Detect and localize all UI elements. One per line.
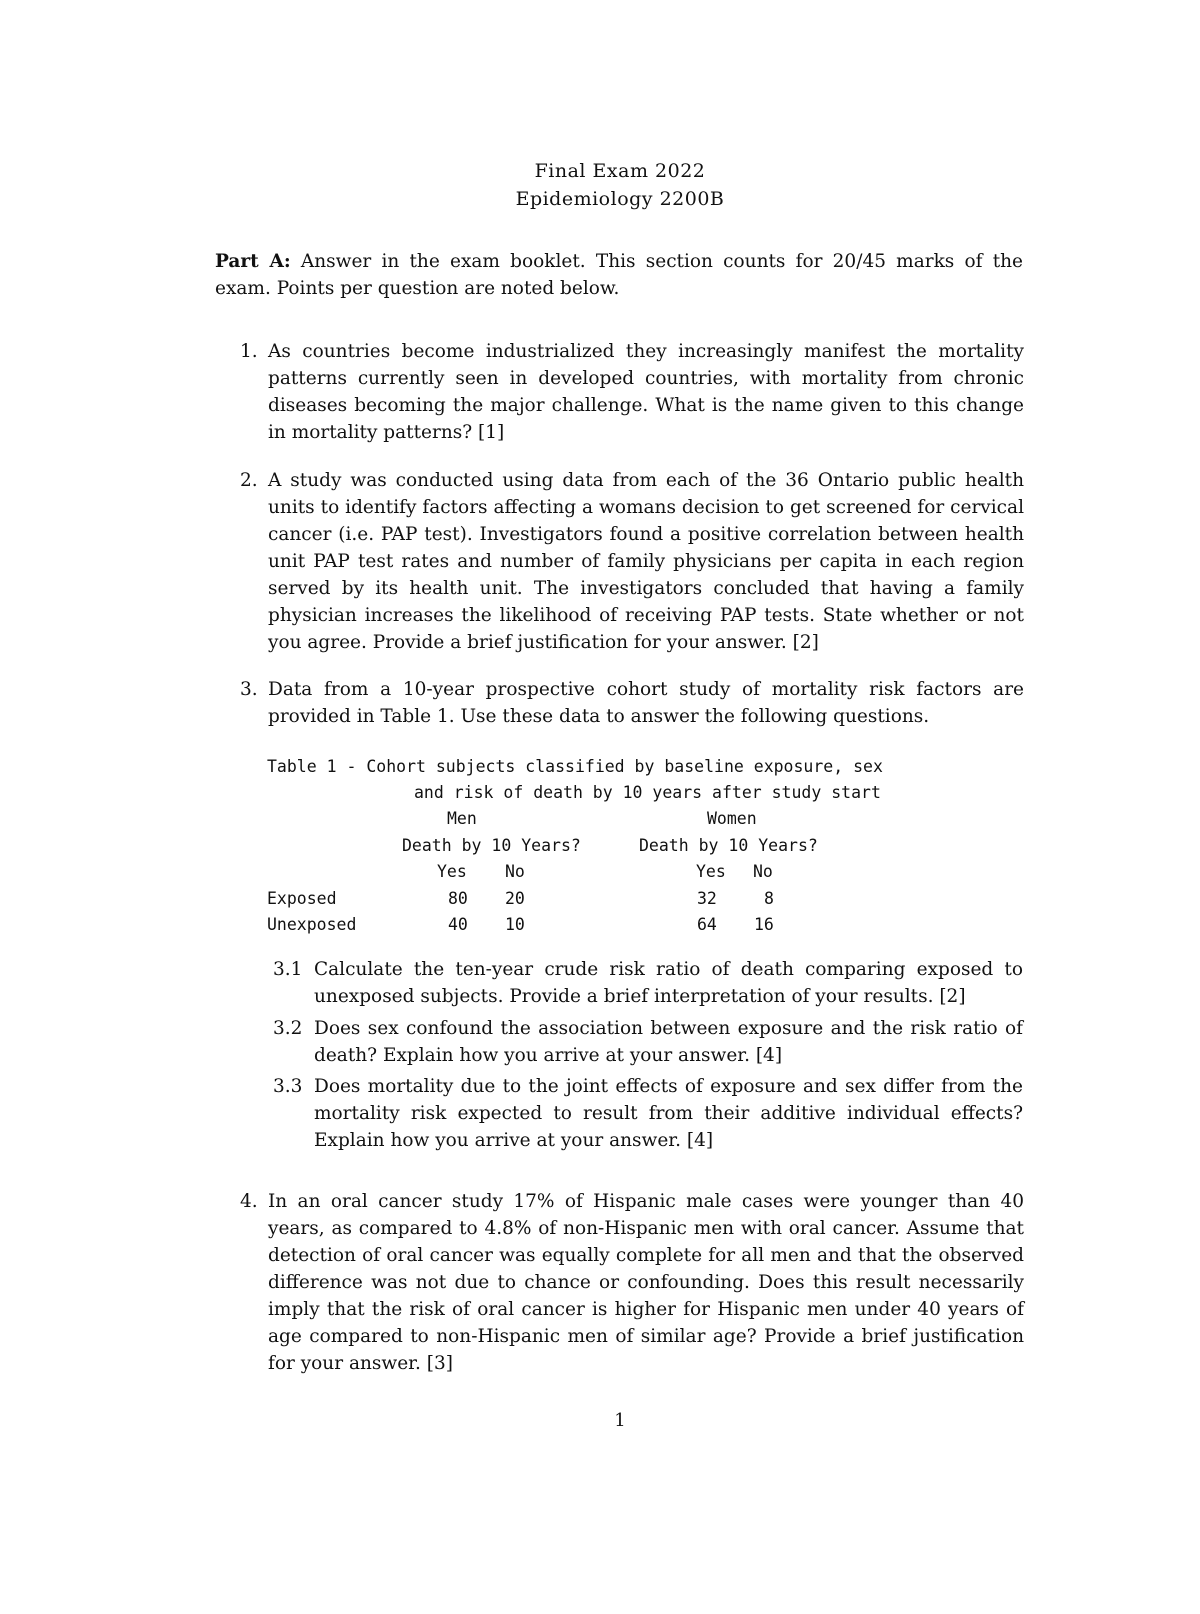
part-a-text: Answer in the exam booklet. This section counts for 20/45 marks of the exam. Points per question are noted below. <box>215 251 1024 299</box>
cell-value: 10 <box>505 915 525 934</box>
part-a-label: Part A: <box>215 251 291 272</box>
row-label-exposed: Exposed <box>267 889 337 908</box>
question-number: 4. <box>240 1191 258 1212</box>
question-number: 3. <box>240 679 258 700</box>
page-number: 1 <box>614 1410 626 1431</box>
cell-value: 16 <box>754 915 774 934</box>
subquestion-text: Does sex confound the association between exposure and the risk ratio of death? Explain how you arrive at your answer. [4] <box>314 1018 1023 1066</box>
col-header-yes: Yes <box>437 862 467 881</box>
cell-value: 64 <box>697 915 717 934</box>
subquestion-number: 3.2 <box>273 1018 303 1039</box>
subquestion-number: 3.3 <box>273 1076 303 1097</box>
question-number: 1. <box>240 341 258 362</box>
subquestion-text: Calculate the ten-year crude risk ratio of death comparing exposed to unexposed subjects. Provide a brief interpretation of your results. [2] <box>314 959 1023 1007</box>
cell-value: 8 <box>764 889 774 908</box>
col-header-no: No <box>753 862 773 881</box>
cell-value: 32 <box>697 889 717 908</box>
part-a-instructions <box>215 248 1023 302</box>
group-header-men: Men <box>447 809 477 828</box>
course-title: Epidemiology 2200B <box>515 188 725 210</box>
question-text: As countries become industrialized they increasingly manifest the mortality patterns currently seen in developed countries, with mortality from chronic diseases becoming the major challenge. What is the name given to this change in mortality patterns? [1] <box>268 341 1024 443</box>
table-caption-continued: and risk of death by 10 years after study start <box>414 783 881 802</box>
question-text: Data from a 10-year prospective cohort study of mortality risk factors are provided in Table 1. Use these data to answer the following questions. <box>268 679 1024 727</box>
subquestion-number: 3.1 <box>273 959 303 980</box>
table-caption: Table 1 - Cohort subjects classified by baseline exposure, sex <box>267 757 883 776</box>
group-header-women: Women <box>707 809 757 828</box>
cell-value: 80 <box>448 889 468 908</box>
cell-value: 40 <box>448 915 468 934</box>
row-label-unexposed: Unexposed <box>267 915 357 934</box>
death-question-women: Death by 10 Years? <box>639 836 818 855</box>
question-text: A study was conducted using data from each of the 36 Ontario public health units to identify factors affecting a womans decision to get screened for cervical cancer (i.e. PAP test). Investigators found a positive correlation between health unit PAP test rates and number of family physicians per capita in each region served by its health unit. The investigators concluded that having a family physician increases the likelihood of receiving PAP tests. State whether or not you agree. Provide a brief justification for your answer. [2] <box>268 470 1024 653</box>
death-question-men: Death by 10 Years? <box>402 836 581 855</box>
cell-value: 20 <box>505 889 525 908</box>
subquestion-text: Does mortality due to the joint effects of exposure and sex differ from the mortality risk expected to result from their additive individual effects? Explain how you arrive at your answer. [4] <box>314 1076 1023 1151</box>
exam-title: Final Exam 2022 <box>534 160 706 182</box>
question-text: In an oral cancer study 17% of Hispanic male cases were younger than 40 years, as compared to 4.8% of non-Hispanic men with oral cancer. Assume that detection of oral cancer was equally complete for all men and that the observed difference was not due to chance or confounding. Does this result necessarily imply that the risk of oral cancer is higher for Hispanic men under 40 years of age compared to non-Hispanic men of similar age? Provide a brief justification for your answer. [3] <box>268 1191 1024 1374</box>
question-number: 2. <box>240 470 258 491</box>
col-header-yes: Yes <box>696 862 726 881</box>
col-header-no: No <box>505 862 525 881</box>
